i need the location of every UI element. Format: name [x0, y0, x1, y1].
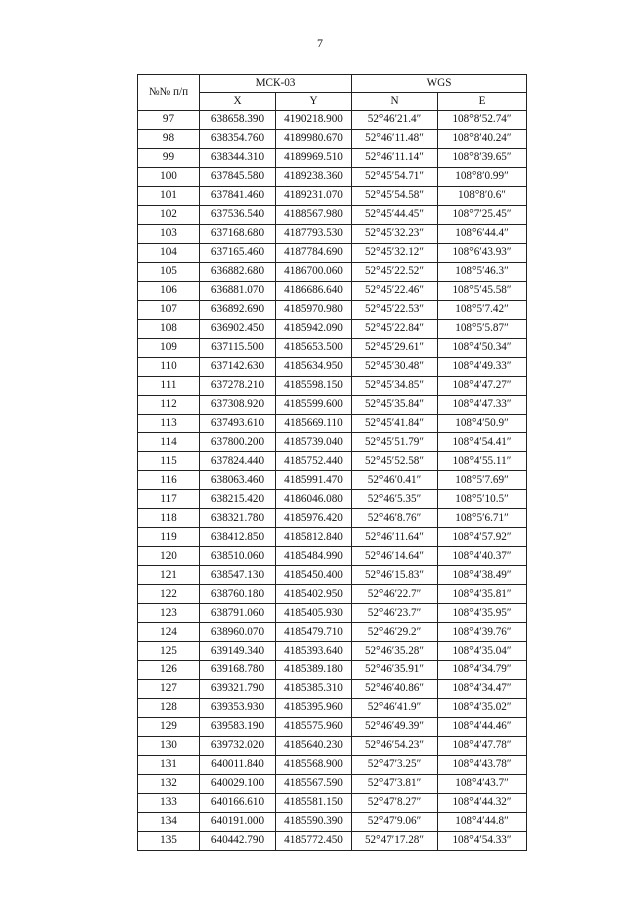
- cell-x: 640191.000: [200, 812, 276, 831]
- cell-x: 636892.690: [200, 300, 276, 319]
- cell-row-number: 109: [138, 338, 200, 357]
- cell-row-number: 98: [138, 129, 200, 148]
- cell-e: 108°4′43.78″: [438, 755, 527, 774]
- cell-y: 4185653.500: [276, 338, 352, 357]
- header-y: Y: [276, 93, 352, 111]
- cell-n: 52°47′3.81″: [352, 774, 438, 793]
- cell-row-number: 112: [138, 395, 200, 414]
- table-row: [138, 680, 527, 699]
- cell-x: 637278.210: [200, 376, 276, 395]
- cell-row-number: 100: [138, 167, 200, 186]
- cell-x: 636882.680: [200, 262, 276, 281]
- table-row: [138, 414, 527, 433]
- cell-row-number: 133: [138, 793, 200, 812]
- cell-e: 108°4′34.47″: [438, 680, 527, 699]
- cell-e: 108°6′44.4″: [438, 224, 527, 243]
- cell-x: 638960.070: [200, 623, 276, 642]
- cell-n: 52°45′54.71″: [352, 167, 438, 186]
- cell-e: 108°8′40.24″: [438, 129, 527, 148]
- cell-row-number: 107: [138, 300, 200, 319]
- table-row: [138, 699, 527, 718]
- cell-row-number: 101: [138, 186, 200, 205]
- table-row: [138, 812, 527, 831]
- table-row: [138, 471, 527, 490]
- cell-y: 4186686.640: [276, 281, 352, 300]
- cell-n: 52°45′30.48″: [352, 357, 438, 376]
- cell-e: 108°4′39.76″: [438, 623, 527, 642]
- cell-y: 4187793.530: [276, 224, 352, 243]
- cell-n: 52°45′51.79″: [352, 433, 438, 452]
- cell-x: 637168.680: [200, 224, 276, 243]
- cell-n: 52°46′21.4″: [352, 111, 438, 130]
- cell-y: 4185402.950: [276, 585, 352, 604]
- cell-x: 637142.630: [200, 357, 276, 376]
- cell-y: 4185395.960: [276, 699, 352, 718]
- table-row: [138, 642, 527, 661]
- cell-row-number: 116: [138, 471, 200, 490]
- cell-n: 52°46′41.9″: [352, 699, 438, 718]
- cell-y: 4185568.900: [276, 755, 352, 774]
- cell-x: 638791.060: [200, 604, 276, 623]
- cell-e: 108°6′43.93″: [438, 243, 527, 262]
- cell-n: 52°46′35.91″: [352, 661, 438, 680]
- cell-y: 4185581.150: [276, 793, 352, 812]
- cell-e: 108°8′52.74″: [438, 111, 527, 130]
- cell-row-number: 132: [138, 774, 200, 793]
- cell-x: 639168.780: [200, 661, 276, 680]
- cell-x: 639732.020: [200, 736, 276, 755]
- cell-n: 52°45′52.58″: [352, 452, 438, 471]
- cell-n: 52°46′5.35″: [352, 490, 438, 509]
- cell-n: 52°47′17.28″: [352, 831, 438, 850]
- cell-x: 638547.130: [200, 566, 276, 585]
- table-row: [138, 148, 527, 167]
- cell-n: 52°46′29.2″: [352, 623, 438, 642]
- table-row: [138, 661, 527, 680]
- cell-x: 637115.500: [200, 338, 276, 357]
- cell-y: 4189238.360: [276, 167, 352, 186]
- cell-y: 4185598.150: [276, 376, 352, 395]
- table-body: [138, 111, 527, 851]
- cell-e: 108°4′44.46″: [438, 718, 527, 737]
- cell-y: 4185385.310: [276, 680, 352, 699]
- cell-row-number: 129: [138, 718, 200, 737]
- cell-e: 108°5′46.3″: [438, 262, 527, 281]
- table-row: [138, 566, 527, 585]
- cell-e: 108°4′50.9″: [438, 414, 527, 433]
- page-number: 7: [317, 36, 323, 50]
- table-row: [138, 736, 527, 755]
- cell-e: 108°4′54.33″: [438, 831, 527, 850]
- cell-e: 108°4′35.04″: [438, 642, 527, 661]
- cell-n: 52°46′11.48″: [352, 129, 438, 148]
- cell-n: 52°45′22.46″: [352, 281, 438, 300]
- cell-x: 638321.780: [200, 509, 276, 528]
- cell-x: 638344.310: [200, 148, 276, 167]
- table-row: [138, 585, 527, 604]
- cell-n: 52°46′11.14″: [352, 148, 438, 167]
- cell-e: 108°4′55.11″: [438, 452, 527, 471]
- cell-e: 108°4′34.79″: [438, 661, 527, 680]
- cell-e: 108°4′47.27″: [438, 376, 527, 395]
- cell-n: 52°45′29.61″: [352, 338, 438, 357]
- cell-n: 52°46′22.7″: [352, 585, 438, 604]
- cell-e: 108°8′39.65″: [438, 148, 527, 167]
- cell-row-number: 125: [138, 642, 200, 661]
- cell-x: 639353.930: [200, 699, 276, 718]
- cell-e: 108°5′5.87″: [438, 319, 527, 338]
- cell-x: 638063.460: [200, 471, 276, 490]
- cell-n: 52°47′8.27″: [352, 793, 438, 812]
- cell-row-number: 126: [138, 661, 200, 680]
- cell-y: 4185991.470: [276, 471, 352, 490]
- cell-x: 637308.920: [200, 395, 276, 414]
- cell-x: 638658.390: [200, 111, 276, 130]
- cell-n: 52°47′9.06″: [352, 812, 438, 831]
- cell-y: 4185567.590: [276, 774, 352, 793]
- cell-n: 52°46′14.64″: [352, 547, 438, 566]
- table-row: [138, 357, 527, 376]
- cell-y: 4189980.670: [276, 129, 352, 148]
- cell-n: 52°45′22.53″: [352, 300, 438, 319]
- table-row: [138, 774, 527, 793]
- table-row: [138, 452, 527, 471]
- cell-x: 639321.790: [200, 680, 276, 699]
- table-row: [138, 281, 527, 300]
- cell-n: 52°46′54.23″: [352, 736, 438, 755]
- cell-row-number: 110: [138, 357, 200, 376]
- cell-e: 108°4′49.33″: [438, 357, 527, 376]
- header-row-number: №№ п/п: [138, 75, 200, 111]
- cell-n: 52°46′11.64″: [352, 528, 438, 547]
- cell-e: 108°7′25.45″: [438, 205, 527, 224]
- cell-row-number: 134: [138, 812, 200, 831]
- cell-row-number: 104: [138, 243, 200, 262]
- cell-y: 4185484.990: [276, 547, 352, 566]
- cell-row-number: 111: [138, 376, 200, 395]
- cell-row-number: 113: [138, 414, 200, 433]
- cell-y: 4185393.640: [276, 642, 352, 661]
- table-row: [138, 205, 527, 224]
- cell-e: 108°5′10.5″: [438, 490, 527, 509]
- cell-row-number: 106: [138, 281, 200, 300]
- cell-n: 52°45′35.84″: [352, 395, 438, 414]
- cell-x: 638215.420: [200, 490, 276, 509]
- cell-y: 4185405.930: [276, 604, 352, 623]
- cell-x: 637536.540: [200, 205, 276, 224]
- cell-e: 108°4′40.37″: [438, 547, 527, 566]
- cell-n: 52°45′41.84″: [352, 414, 438, 433]
- cell-row-number: 118: [138, 509, 200, 528]
- cell-y: 4185812.840: [276, 528, 352, 547]
- cell-y: 4189969.510: [276, 148, 352, 167]
- header-wgs: WGS: [352, 75, 527, 93]
- cell-n: 52°45′32.12″: [352, 243, 438, 262]
- header-msk03: МСК-03: [200, 75, 352, 93]
- cell-y: 4185772.450: [276, 831, 352, 850]
- cell-y: 4186700.060: [276, 262, 352, 281]
- header-e: E: [438, 93, 527, 111]
- cell-e: 108°4′43.7″: [438, 774, 527, 793]
- table-row: [138, 547, 527, 566]
- cell-row-number: 130: [138, 736, 200, 755]
- table-header: [138, 75, 527, 111]
- cell-x: 637493.610: [200, 414, 276, 433]
- cell-x: 638510.060: [200, 547, 276, 566]
- cell-x: 636881.070: [200, 281, 276, 300]
- cell-row-number: 105: [138, 262, 200, 281]
- cell-y: 4185590.390: [276, 812, 352, 831]
- cell-n: 52°45′32.23″: [352, 224, 438, 243]
- cell-x: 637841.460: [200, 186, 276, 205]
- cell-row-number: 128: [138, 699, 200, 718]
- cell-e: 108°5′7.69″: [438, 471, 527, 490]
- table-row: [138, 604, 527, 623]
- cell-row-number: 120: [138, 547, 200, 566]
- table-row: [138, 528, 527, 547]
- cell-x: 640166.610: [200, 793, 276, 812]
- table-row: [138, 167, 527, 186]
- cell-x: 637165.460: [200, 243, 276, 262]
- cell-x: 636902.450: [200, 319, 276, 338]
- table-row: [138, 376, 527, 395]
- cell-x: 637845.580: [200, 167, 276, 186]
- cell-row-number: 102: [138, 205, 200, 224]
- cell-e: 108°4′54.41″: [438, 433, 527, 452]
- cell-y: 4185640.230: [276, 736, 352, 755]
- cell-x: 639149.340: [200, 642, 276, 661]
- header-n: N: [352, 93, 438, 111]
- cell-y: 4187784.690: [276, 243, 352, 262]
- cell-x: 637800.200: [200, 433, 276, 452]
- coordinates-table: [137, 74, 527, 851]
- table-row: [138, 433, 527, 452]
- cell-row-number: 135: [138, 831, 200, 850]
- cell-y: 4186046.080: [276, 490, 352, 509]
- cell-n: 52°45′22.84″: [352, 319, 438, 338]
- cell-y: 4185752.440: [276, 452, 352, 471]
- cell-row-number: 114: [138, 433, 200, 452]
- table-row: [138, 490, 527, 509]
- cell-row-number: 99: [138, 148, 200, 167]
- table-row: [138, 338, 527, 357]
- cell-e: 108°4′47.33″: [438, 395, 527, 414]
- cell-row-number: 122: [138, 585, 200, 604]
- cell-x: 640442.790: [200, 831, 276, 850]
- cell-x: 637824.440: [200, 452, 276, 471]
- cell-y: 4185739.040: [276, 433, 352, 452]
- cell-n: 52°46′0.41″: [352, 471, 438, 490]
- cell-row-number: 108: [138, 319, 200, 338]
- cell-y: 4188567.980: [276, 205, 352, 224]
- cell-n: 52°45′22.52″: [352, 262, 438, 281]
- cell-x: 639583.190: [200, 718, 276, 737]
- cell-x: 638412.850: [200, 528, 276, 547]
- cell-e: 108°4′44.32″: [438, 793, 527, 812]
- cell-e: 108°5′7.42″: [438, 300, 527, 319]
- cell-n: 52°46′35.28″: [352, 642, 438, 661]
- cell-e: 108°4′44.8″: [438, 812, 527, 831]
- cell-row-number: 124: [138, 623, 200, 642]
- table-row: [138, 831, 527, 850]
- cell-n: 52°45′34.85″: [352, 376, 438, 395]
- cell-e: 108°4′35.02″: [438, 699, 527, 718]
- cell-e: 108°5′45.58″: [438, 281, 527, 300]
- cell-y: 4185389.180: [276, 661, 352, 680]
- table-row: [138, 793, 527, 812]
- cell-e: 108°4′47.78″: [438, 736, 527, 755]
- cell-y: 4185976.420: [276, 509, 352, 528]
- table-row: [138, 509, 527, 528]
- cell-n: 52°46′49.39″: [352, 718, 438, 737]
- cell-n: 52°46′40.86″: [352, 680, 438, 699]
- table-row: [138, 243, 527, 262]
- cell-n: 52°47′3.25″: [352, 755, 438, 774]
- cell-n: 52°45′44.45″: [352, 205, 438, 224]
- cell-e: 108°4′50.34″: [438, 338, 527, 357]
- cell-x: 640029.100: [200, 774, 276, 793]
- cell-e: 108°8′0.99″: [438, 167, 527, 186]
- cell-y: 4185479.710: [276, 623, 352, 642]
- cell-y: 4185669.110: [276, 414, 352, 433]
- table-row: [138, 262, 527, 281]
- cell-row-number: 103: [138, 224, 200, 243]
- table-row: [138, 755, 527, 774]
- table-row: [138, 224, 527, 243]
- cell-row-number: 119: [138, 528, 200, 547]
- cell-x: 638354.760: [200, 129, 276, 148]
- cell-e: 108°4′38.49″: [438, 566, 527, 585]
- cell-y: 4185599.600: [276, 395, 352, 414]
- table-row: [138, 186, 527, 205]
- table-row: [138, 129, 527, 148]
- cell-n: 52°46′15.83″: [352, 566, 438, 585]
- cell-y: 4190218.900: [276, 111, 352, 130]
- table-row: [138, 319, 527, 338]
- cell-n: 52°46′8.76″: [352, 509, 438, 528]
- cell-row-number: 117: [138, 490, 200, 509]
- cell-x: 640011.840: [200, 755, 276, 774]
- table-row: [138, 395, 527, 414]
- cell-row-number: 97: [138, 111, 200, 130]
- table-row: [138, 718, 527, 737]
- cell-n: 52°46′23.7″: [352, 604, 438, 623]
- table-row: [138, 300, 527, 319]
- table-row: [138, 111, 527, 130]
- cell-row-number: 115: [138, 452, 200, 471]
- cell-y: 4185575.960: [276, 718, 352, 737]
- cell-y: 4189231.070: [276, 186, 352, 205]
- cell-y: 4185942.090: [276, 319, 352, 338]
- cell-x: 638760.180: [200, 585, 276, 604]
- cell-e: 108°5′6.71″: [438, 509, 527, 528]
- cell-row-number: 121: [138, 566, 200, 585]
- cell-y: 4185634.950: [276, 357, 352, 376]
- cell-e: 108°8′0.6″: [438, 186, 527, 205]
- cell-y: 4185450.400: [276, 566, 352, 585]
- cell-e: 108°4′35.95″: [438, 604, 527, 623]
- cell-row-number: 131: [138, 755, 200, 774]
- cell-n: 52°45′54.58″: [352, 186, 438, 205]
- cell-y: 4185970.980: [276, 300, 352, 319]
- cell-row-number: 127: [138, 680, 200, 699]
- cell-row-number: 123: [138, 604, 200, 623]
- header-x: X: [200, 93, 276, 111]
- cell-e: 108°4′57.92″: [438, 528, 527, 547]
- table-row: [138, 623, 527, 642]
- cell-e: 108°4′35.81″: [438, 585, 527, 604]
